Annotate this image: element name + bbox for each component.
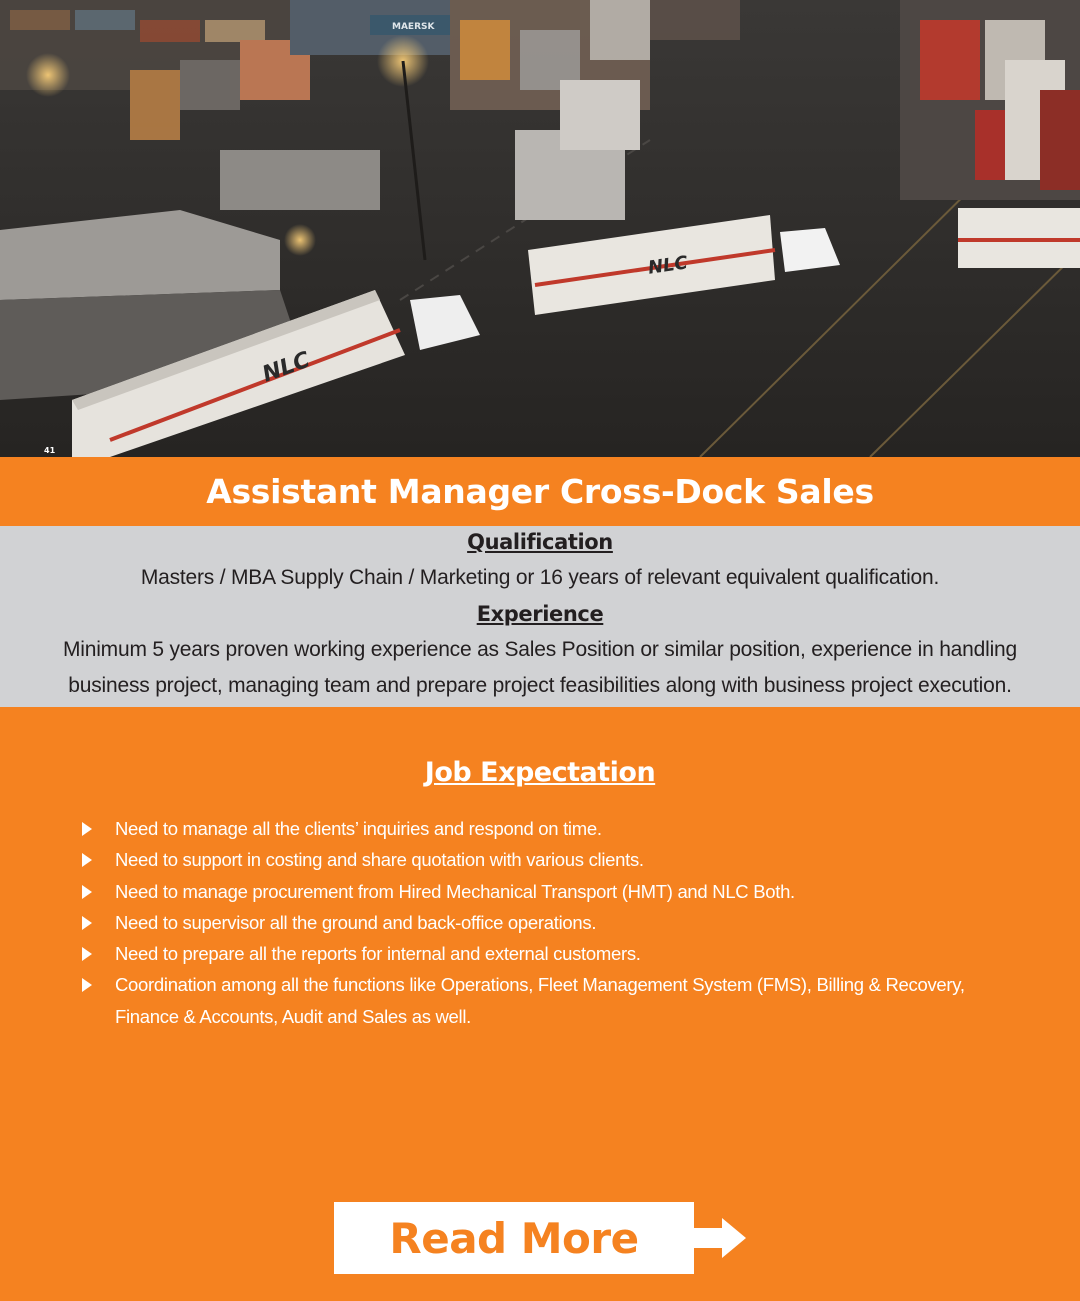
job-expectation-heading: Job Expectation <box>424 757 656 788</box>
qualification-heading: Qualification <box>467 530 613 554</box>
job-title: Assistant Manager Cross-Dock Sales <box>206 472 874 511</box>
list-item-text: Need to manage procurement from Hired Mechanical Transport (HMT) and NLC Both. <box>115 880 795 902</box>
bullet-arrow-icon <box>82 822 92 836</box>
page-number: 41 <box>44 446 56 455</box>
bullet-arrow-icon <box>82 885 92 899</box>
hero-image <box>0 0 1080 457</box>
arrow-right-icon[interactable] <box>694 1202 748 1274</box>
requirements-band <box>0 526 1080 707</box>
experience-text-line1: Minimum 5 years proven working experience as Sales Position or similar position, experience in handling <box>62 638 1018 661</box>
port-photo-illustration <box>0 0 1080 457</box>
truck-logo-text: NLC <box>259 347 314 388</box>
experience-text-line2: business project, managing team and prepare project feasibilities along with business project execution. <box>68 674 1012 697</box>
list-item <box>78 907 1018 938</box>
list-item-text: Coordination among all the functions like Operations, Fleet Management System (FMS), Billing & Recovery, Finance & Accounts, Audit and Sales as well. <box>115 974 965 1027</box>
job-title-band <box>0 457 1080 526</box>
job-expectation-list <box>78 813 1018 1032</box>
read-more-label: Read More <box>389 1213 639 1263</box>
list-item <box>78 813 1018 844</box>
container-brand-text: MAERSK <box>392 22 435 32</box>
experience-heading: Experience <box>476 602 604 626</box>
list-item <box>78 876 1018 907</box>
bullet-arrow-icon <box>82 978 92 992</box>
bullet-arrow-icon <box>82 947 92 961</box>
list-item-text: Need to manage all the clients’ inquiries and respond on time. <box>115 818 602 839</box>
truck-right <box>958 208 1080 268</box>
qualification-text: Masters / MBA Supply Chain / Marketing or 16 years of relevant equivalent qualification. <box>140 566 940 589</box>
list-item-text: Need to prepare all the reports for internal and external customers. <box>115 943 641 965</box>
list-item-text: Need to supervisor all the ground and back-office operations. <box>115 911 597 933</box>
list-item <box>78 938 1018 969</box>
truck-logo-text-center: NLC <box>646 252 690 279</box>
list-item <box>78 969 1018 1032</box>
list-item <box>78 844 1018 875</box>
read-more-button[interactable] <box>334 1202 694 1274</box>
bullet-arrow-icon <box>82 916 92 930</box>
list-item-text: Need to support in costing and share quotation with various clients. <box>115 849 644 871</box>
bullet-arrow-icon <box>82 853 92 867</box>
